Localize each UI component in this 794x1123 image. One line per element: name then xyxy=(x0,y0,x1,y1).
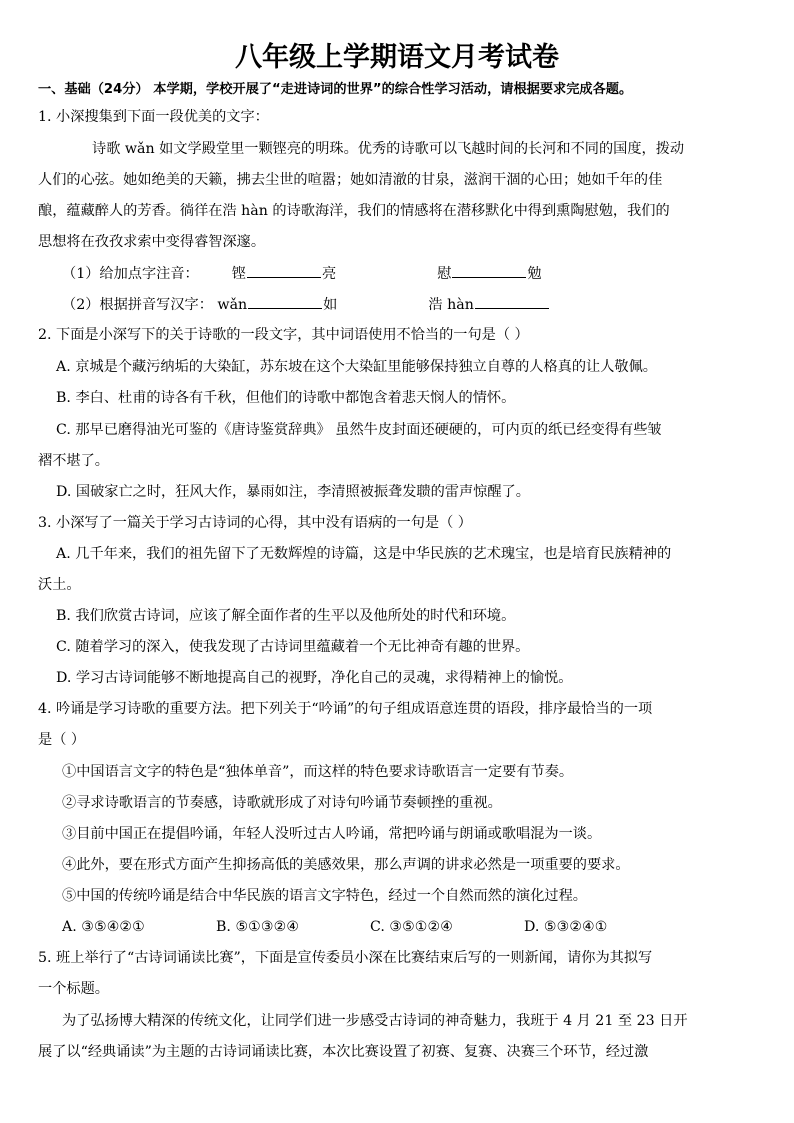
q1-passage-line: 诗歌 wǎn 如文学殿堂里一颗铿亮的明珠。优秀的诗歌可以飞越时间的长河和不同的国度，拨动 xyxy=(92,141,685,157)
q1-sub2-label: （2）根据拼音写汉字： xyxy=(62,297,213,313)
q5-passage-line: 展了以“经典诵读”为主题的古诗词诵读比赛，本次比赛设置了初赛、复赛、决赛三个环节，经过激 xyxy=(38,1044,649,1060)
q1-sub1-word1-char: 铿 xyxy=(231,266,246,282)
q4-choices xyxy=(62,917,607,937)
q1-sub1-word2-tail: 勉 xyxy=(527,266,542,282)
question-4-stem-cont: 是（ ） xyxy=(38,732,86,748)
q1-sub2-word1-tail: 如 xyxy=(323,297,338,313)
q2-option-b: B. 李白、杜甫的诗各有千秋，但他们的诗歌中都饱含着悲天悯人的情怀。 xyxy=(56,390,516,406)
question-5-stem: 5. 班上举行了“古诗词诵读比赛”，下面是宣传委员小深在比赛结束后写的一则新闻，请你为其拟写 xyxy=(38,950,653,966)
q4-sentence: ①中国语言文字的特色是“独体单音”，而这样的特色要求诗歌语言一定要有节奏。 xyxy=(62,764,574,780)
q2-option-a: A. 京城是个藏污纳垢的大染缸，苏东坡在这个大染缸里能够保持独立自尊的人格真的让人敬佩。 xyxy=(56,359,657,375)
q3-option-c: C. 随着学习的深入，使我发现了古诗词里蕴藏着一个无比神奇有趣的世界。 xyxy=(56,639,530,655)
q4-sentence: ④此外，要在形式方面产生抑扬高低的美感效果，那么声调的讲求必然是一项重要的要求。 xyxy=(62,857,630,873)
answer-blank[interactable] xyxy=(247,263,321,278)
q1-passage-line: 人们的心弦。她如绝美的天籁，拂去尘世的喧嚣；她如清澈的甘泉，滋润干涸的心田；她如千年的佳 xyxy=(38,172,663,188)
q2-option-d: D. 国破家亡之时，狂风大作，暴雨如注，李清照被振聋发聩的雷声惊醒了。 xyxy=(56,484,530,500)
q1-sub1-word1-tail: 亮 xyxy=(321,266,337,282)
question-5-stem-cont: 一个标题。 xyxy=(38,981,109,997)
q3-option-a: A. 几千年来，我们的祖先留下了无数辉煌的诗篇，这是中华民族的艺术瑰宝，也是培育民族精神的 xyxy=(56,546,672,562)
q4-sentence: ③目前中国正在提倡吟诵，年轻人没听过古人吟诵，常把吟诵与朗诵或歌唱混为一谈。 xyxy=(62,826,602,842)
q1-sub1 xyxy=(62,263,542,284)
q5-passage-line: 为了弘扬博大精深的传统文化，让同学们进一步感受古诗词的神奇魅力，我班于 4 月 21 至 23 日开 xyxy=(62,1013,688,1029)
answer-blank[interactable] xyxy=(452,263,526,278)
q2-option-c-cont: 褶不堪了。 xyxy=(38,453,109,469)
q4-choice-b: B. ⑤①③②④ xyxy=(216,919,300,935)
answer-blank[interactable] xyxy=(248,294,322,309)
q4-sentence: ⑤中国的传统吟诵是结合中华民族的语言文字特色，经过一个自然而然的演化过程。 xyxy=(62,888,587,904)
q4-sentence: ②寻求诗歌语言的节奏感，诗歌就形成了对诗句吟诵节奏顿挫的重视。 xyxy=(62,795,502,811)
q1-passage-line: 思想将在孜孜求索中变得睿智深邃。 xyxy=(38,234,266,250)
question-4-stem: 4. 吟诵是学习诗歌的重要方法。把下列关于“吟诵”的句子组成语意连贯的语段，排序最恰当的一项 xyxy=(38,701,653,717)
q1-sub2-word2-pinyin: 浩 hàn xyxy=(428,297,474,313)
q1-sub1-word2-char: 慰 xyxy=(437,266,452,282)
section-heading: 一、基础（24分） 本学期，学校开展了“走进诗词的世界”的综合性学习活动，请根据要求完成各题。 xyxy=(38,82,633,97)
question-1-stem: 1. 小深搜集到下面一段优美的文字： xyxy=(38,109,269,125)
q3-option-a-cont: 沃土。 xyxy=(38,577,81,593)
answer-blank[interactable] xyxy=(475,294,549,309)
question-3-stem: 3. 小深写了一篇关于学习古诗词的心得，其中没有语病的一句是（ ） xyxy=(38,515,472,531)
q1-passage-line: 酿，蕴藏醉人的芳香。徜徉在浩 hàn 的诗歌海洋，我们的情感将在潜移默化中得到熏陶慰勉，我们的 xyxy=(38,203,670,219)
q1-sub1-label: （1）给加点字注音： xyxy=(62,266,199,282)
q4-choice-d: D. ⑤③②④① xyxy=(524,919,608,935)
q2-option-c: C. 那早已磨得油光可鉴的《唐诗鉴赏辞典》 虽然牛皮封面还硬硬的，可内页的纸已经变得有些皱 xyxy=(56,422,662,438)
q3-option-b: B. 我们欣赏古诗词，应该了解全面作者的生平以及他所处的时代和环境。 xyxy=(56,608,516,624)
question-2-stem: 2. 下面是小深写下的关于诗歌的一段文字，其中词语使用不恰当的一句是（ ） xyxy=(38,327,529,343)
q1-sub2 xyxy=(62,294,550,315)
q1-sub2-word1-pinyin: wǎn xyxy=(217,297,248,313)
q4-choice-a: A. ③⑤④②① xyxy=(62,919,145,935)
q3-option-d: D. 学习古诗词能够不断地提高自己的视野，净化自己的灵魂，求得精神上的愉悦。 xyxy=(56,670,573,686)
page-title: 八年级上学期语文月考试卷 xyxy=(235,42,559,73)
q4-choice-c: C. ③⑤①②④ xyxy=(370,919,453,935)
